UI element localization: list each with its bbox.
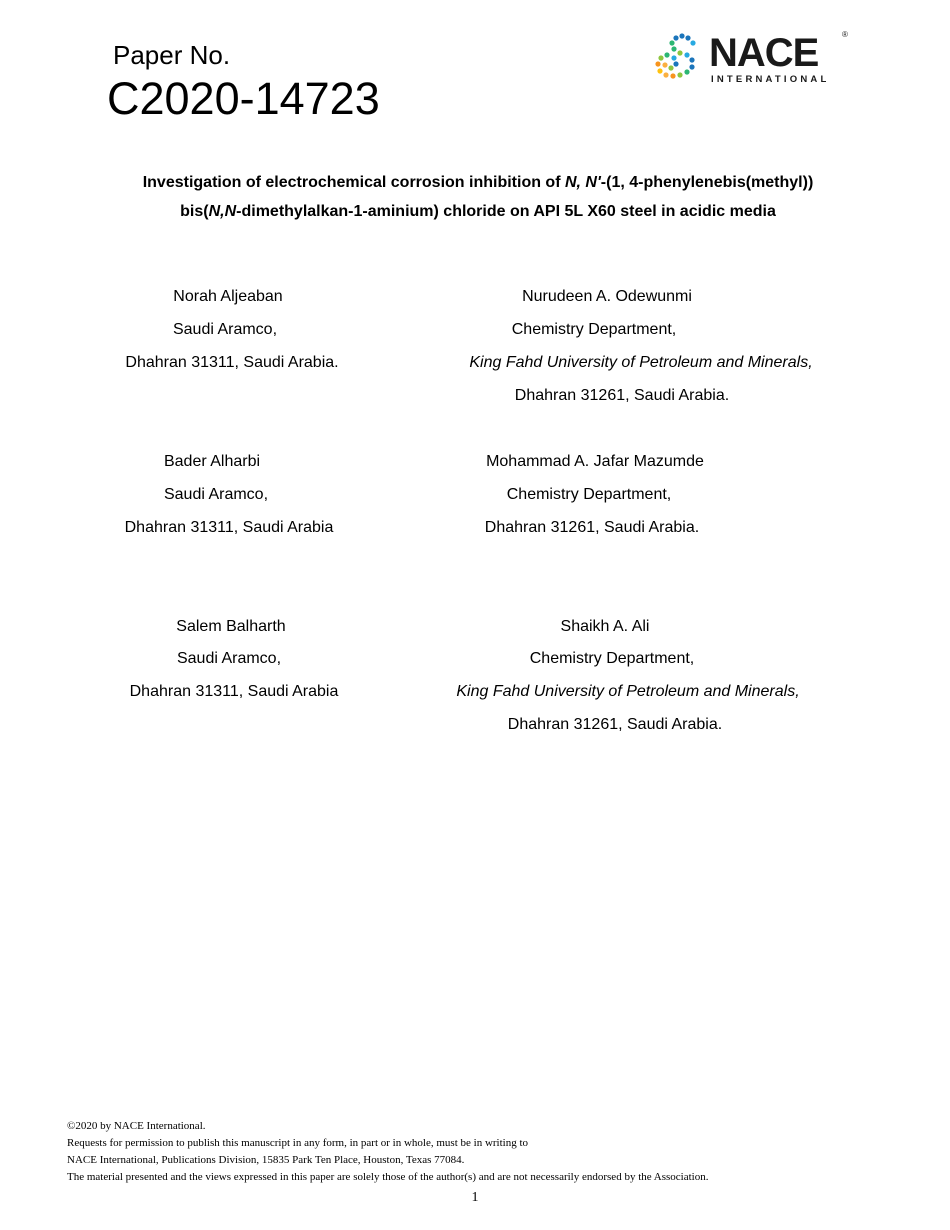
- footer-copyright: ©2020 by NACE International.: [67, 1120, 206, 1132]
- author-1-affiliation: Saudi Aramco,: [172, 321, 278, 338]
- title-italic-text: N, N': [564, 174, 601, 191]
- author-1-address: Dhahran 31311, Saudi Arabia.: [125, 354, 339, 371]
- nace-logo: [652, 30, 852, 88]
- author-3-address: Dhahran 31311, Saudi Arabia: [124, 519, 334, 536]
- author-6-university: King Fahd University of Petroleum and Minerals,: [456, 683, 800, 700]
- nace-logo-subtitle: INTERNATIONAL: [711, 74, 830, 85]
- author-2-department: Chemistry Department,: [511, 321, 677, 338]
- author-4-name: Mohammad A. Jafar Mazumde: [486, 453, 704, 470]
- author-6-name: Shaikh A. Ali: [560, 618, 650, 635]
- author-4-address: Dhahran 31261, Saudi Arabia.: [484, 519, 700, 536]
- paper-title-line-1: [100, 173, 856, 193]
- title-text: Investigation of electrochemical corrosion inhibition of: [142, 174, 565, 191]
- author-2-address: Dhahran 31261, Saudi Arabia.: [514, 387, 730, 404]
- author-3-name: Bader Alharbi: [163, 453, 261, 470]
- registered-mark: ®: [842, 30, 848, 39]
- author-5-name: Salem Balharth: [176, 618, 286, 635]
- title-text: -(1, 4-phenylenebis(methyl)): [600, 174, 814, 191]
- title-text: bis(: [180, 203, 209, 220]
- footer-permission-2: NACE International, Publications Division, 15835 Park Ten Place, Houston, Texas 77084.: [67, 1154, 465, 1166]
- nace-logo-name: NACE: [709, 31, 819, 75]
- author-1-name: Norah Aljeaban: [173, 288, 283, 305]
- author-2-name: Nurudeen A. Odewunmi: [522, 288, 692, 305]
- author-4-department: Chemistry Department,: [506, 486, 672, 503]
- author-2-university: King Fahd University of Petroleum and Minerals,: [469, 354, 813, 371]
- title-italic-text: N,N: [208, 203, 237, 220]
- footer-disclaimer: The material presented and the views expressed in this paper are solely those of the author(s) and are not necessarily endorsed by the Association.: [67, 1171, 709, 1183]
- author-3-affiliation: Saudi Aramco,: [163, 486, 269, 503]
- page-number: 1: [471, 1190, 479, 1205]
- title-text: -dimethylalkan-1-aminium) chloride on API 5L X60 steel in acidic media: [236, 203, 776, 220]
- author-5-affiliation: Saudi Aramco,: [176, 650, 282, 667]
- author-6-address: Dhahran 31261, Saudi Arabia.: [507, 716, 723, 733]
- footer-permission-1: Requests for permission to publish this manuscript in any form, in part or in whole, must be in writing to: [67, 1137, 529, 1149]
- nace-logo-icon: [652, 30, 708, 86]
- author-5-address: Dhahran 31311, Saudi Arabia: [129, 683, 339, 700]
- author-6-department: Chemistry Department,: [529, 650, 695, 667]
- paper-title-line-2: [100, 202, 856, 222]
- paper-label: Paper No.: [113, 40, 231, 70]
- paper-number: C2020-14723: [107, 73, 380, 124]
